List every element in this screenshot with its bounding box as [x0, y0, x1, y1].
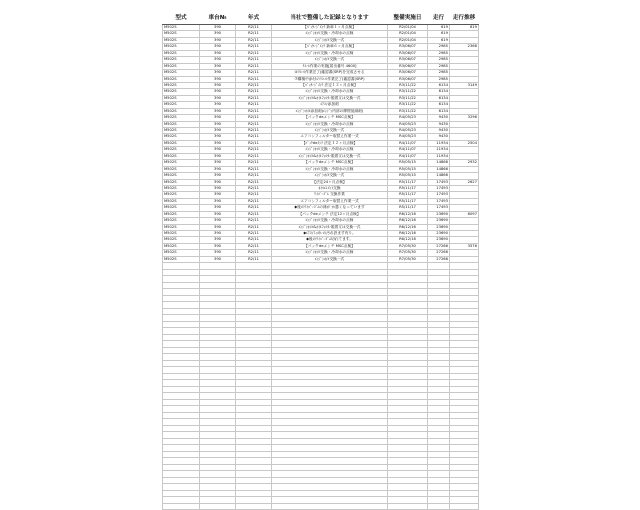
cell-year: R2/11	[236, 153, 272, 159]
cell-mileage: 2985	[428, 70, 450, 76]
cell-work-description: ｴﾝｼﾞﾝｵｲﾙ交換一式	[272, 256, 388, 262]
cell-mileage: 619	[428, 25, 450, 31]
cell-model: M502S	[163, 102, 200, 108]
cell-year: R2/11	[236, 31, 272, 37]
cell-chassis-number: 390	[200, 185, 236, 191]
cell-model: M502S	[163, 218, 200, 224]
header-work-description: 当社で整備した記録となります	[272, 10, 388, 25]
cell-model: M502S	[163, 211, 200, 217]
cell-mileage: 2985	[428, 63, 450, 69]
cell-service-date: R2/01/04	[388, 37, 428, 43]
cell-chassis-number: 390	[200, 243, 236, 249]
cell-work-description: エアコンフィルター取替え作業一式	[272, 134, 388, 140]
cell-mileage-trend: 619	[450, 25, 479, 31]
cell-mileage: 23690	[428, 211, 450, 217]
cell-work-description: ｴﾝｼﾞﾝｵｲﾙ交換・冷却水の点検	[272, 218, 388, 224]
header-model: 型式	[163, 10, 200, 25]
cell-mileage-trend: 2504	[450, 140, 479, 146]
cell-chassis-number: 390	[200, 134, 236, 140]
cell-chassis-number: 390	[200, 205, 236, 211]
cell-year: R2/11	[236, 243, 272, 249]
cell-service-date: R3/06/07	[388, 63, 428, 69]
cell-service-date: R5/11/17	[388, 179, 428, 185]
cell-service-date: R4/11/07	[388, 153, 428, 159]
cell-work-description: ｴﾝｼﾞﾝｵｲﾙ交換一式	[272, 57, 388, 63]
cell-mileage: 9430	[428, 128, 450, 134]
cell-model: M502S	[163, 173, 200, 179]
cell-chassis-number: 390	[200, 166, 236, 172]
cell-year: R2/11	[236, 250, 272, 256]
cell-mileage: 23690	[428, 237, 450, 243]
cell-mileage: 9430	[428, 134, 450, 140]
cell-mileage: 23690	[428, 224, 450, 230]
cell-mileage: 11934	[428, 153, 450, 159]
cell-model: M502S	[163, 57, 200, 63]
cell-model: M502S	[163, 224, 200, 230]
cell-year: R2/11	[236, 173, 272, 179]
cell-chassis-number: 390	[200, 192, 236, 198]
maintenance-table	[162, 10, 479, 510]
cell-service-date: R7/05/30	[388, 250, 428, 256]
cell-year: R2/11	[236, 218, 272, 224]
cell-work-description: ｵｲﾙｴﾚﾒﾝﾄ交換	[272, 185, 388, 191]
cell-model: M502S	[163, 63, 200, 69]
empty-row	[163, 503, 479, 510]
cell-year: R2/11	[236, 198, 272, 204]
cell-chassis-number: 390	[200, 224, 236, 230]
cell-mileage-trend: 3576	[450, 243, 479, 249]
cell-service-date: R4/05/23	[388, 128, 428, 134]
cell-model: M502S	[163, 250, 200, 256]
cell-mileage: 9430	[428, 115, 450, 121]
cell-mileage-trend: 6097	[450, 211, 479, 217]
cell-year: R2/11	[236, 108, 272, 114]
cell-mileage: 619	[428, 37, 450, 43]
cell-work-description: ◆ｴｱｺﾝﾌｨﾙﾀｰの汚れ設ます有り。	[272, 231, 388, 237]
cell-work-description: 【ﾊﾟｯｸdeﾒﾝﾃ 法定１２ヶ月点検】	[272, 140, 388, 146]
cell-service-date: R2/01/04	[388, 25, 428, 31]
cell-chassis-number: 390	[200, 108, 236, 114]
cell-chassis-number: 390	[200, 231, 236, 237]
cell-work-description: ◆後のﾜｲﾊﾟｰｺﾞﾑ切れてます。	[272, 237, 388, 243]
cell-mileage: 14866	[428, 160, 450, 166]
cell-chassis-number: 390	[200, 44, 236, 50]
cell-chassis-number: 390	[200, 76, 236, 82]
cell-work-description: ｴﾝｼﾞﾝｵｲﾙ交換一式	[272, 128, 388, 134]
cell-model: M502S	[163, 147, 200, 153]
cell-model: M502S	[163, 237, 200, 243]
header-mileage-trend: 走行推移	[450, 10, 479, 25]
cell-model: M502S	[163, 82, 200, 88]
cell-year: R2/11	[236, 121, 272, 127]
cell-work-description: 【パックdeメンテ 法定12ヶ月点検】	[272, 211, 388, 217]
cell-work-description: 【パックdeメンテ MSC点検】	[272, 243, 388, 249]
cell-year: R2/11	[236, 185, 272, 191]
empty-cell	[450, 503, 479, 510]
cell-service-date: R3/06/07	[388, 76, 428, 82]
cell-model: M502S	[163, 205, 200, 211]
cell-service-date: R6/12/16	[388, 211, 428, 217]
cell-chassis-number: 390	[200, 256, 236, 262]
header-year: 年式	[236, 10, 272, 25]
cell-model: M502S	[163, 192, 200, 198]
cell-mileage-trend: 2366	[450, 44, 479, 50]
cell-mileage: 11934	[428, 140, 450, 146]
cell-model: M502S	[163, 134, 200, 140]
empty-cell	[200, 503, 236, 510]
cell-year: R2/11	[236, 63, 272, 69]
header-chassis-number: 車台№	[200, 10, 236, 25]
empty-cell	[272, 503, 388, 510]
cell-mileage: 27266	[428, 256, 450, 262]
cell-chassis-number: 390	[200, 173, 236, 179]
cell-year: R2/11	[236, 205, 272, 211]
cell-mileage-trend: 3149	[450, 82, 479, 88]
cell-year: R2/11	[236, 231, 272, 237]
cell-year: R2/11	[236, 57, 272, 63]
cell-work-description: 【パックdeメンテ MSC点検】	[272, 160, 388, 166]
cell-work-description: ﾜｲﾊﾟｰｺﾞﾑ 交換作業	[272, 192, 388, 198]
cell-chassis-number: 390	[200, 25, 236, 31]
cell-chassis-number: 390	[200, 211, 236, 217]
cell-year: R2/11	[236, 160, 272, 166]
cell-mileage-trend: 2627	[450, 179, 479, 185]
cell-year: R2/11	[236, 128, 272, 134]
empty-cell	[388, 503, 428, 510]
cell-chassis-number: 390	[200, 37, 236, 43]
cell-model: M502S	[163, 243, 200, 249]
cell-chassis-number: 390	[200, 31, 236, 37]
cell-chassis-number: 390	[200, 121, 236, 127]
cell-work-description: ｴﾝｼﾞﾝｵｲﾙ交換一式	[272, 173, 388, 179]
maintenance-record-sheet	[162, 10, 478, 510]
cell-work-description: ｴｱｺﾝ添加剤	[272, 102, 388, 108]
cell-model: M502S	[163, 50, 200, 56]
cell-mileage: 17493	[428, 192, 450, 198]
cell-year: R2/11	[236, 224, 272, 230]
cell-work-description: 【ﾊﾟｯｹｰｼﾞﾒﾝﾃ 法定１２ヶ月点検】	[272, 82, 388, 88]
cell-mileage: 17493	[428, 205, 450, 211]
cell-model: M502S	[163, 108, 200, 114]
cell-service-date: R6/12/16	[388, 231, 428, 237]
cell-work-description: ｴﾝｼﾞﾝｵｲﾙ&ｵｲﾙﾌｨﾙﾀｰ脱着又は交換一式	[272, 153, 388, 159]
cell-model: M502S	[163, 198, 200, 204]
cell-model: M502S	[163, 70, 200, 76]
cell-chassis-number: 390	[200, 115, 236, 121]
cell-work-description: ④ﾘｺｰﾙ作業完了(確認書(SRP)を完成させる	[272, 70, 388, 76]
cell-model: M502S	[163, 256, 200, 262]
cell-service-date: R4/11/07	[388, 140, 428, 146]
cell-year: R2/11	[236, 89, 272, 95]
cell-service-date: R4/11/07	[388, 147, 428, 153]
cell-mileage: 17493	[428, 179, 450, 185]
cell-mileage: 17493	[428, 198, 450, 204]
cell-model: M502S	[163, 166, 200, 172]
cell-mileage: 2985	[428, 76, 450, 82]
cell-year: R2/11	[236, 50, 272, 56]
table-body	[163, 25, 479, 510]
cell-work-description: ⑦構築中添付のﾘｺｰﾙ作業完了(確認書(SRP)	[272, 76, 388, 82]
cell-model: M502S	[163, 115, 200, 121]
cell-work-description: ｴﾝｼﾞﾝｵｲﾙ交換・冷却水の点検	[272, 31, 388, 37]
cell-year: R2/11	[236, 25, 272, 31]
cell-model: M502S	[163, 121, 200, 127]
cell-year: R2/11	[236, 134, 272, 140]
cell-year: R2/11	[236, 37, 272, 43]
cell-service-date: R7/05/30	[388, 243, 428, 249]
cell-chassis-number: 390	[200, 50, 236, 56]
cell-work-description: ｴﾝｼﾞﾝｵｲﾙ交換・冷却水の点検	[272, 89, 388, 95]
cell-mileage: 6134	[428, 108, 450, 114]
cell-chassis-number: 390	[200, 237, 236, 243]
cell-mileage: 2985	[428, 57, 450, 63]
cell-service-date: R3/11/22	[388, 89, 428, 95]
cell-chassis-number: 390	[200, 102, 236, 108]
cell-service-date: R3/11/22	[388, 102, 428, 108]
cell-year: R2/11	[236, 140, 272, 146]
cell-chassis-number: 390	[200, 179, 236, 185]
header-mileage: 走行	[428, 10, 450, 25]
cell-service-date: R5/11/17	[388, 198, 428, 204]
cell-mileage: 14866	[428, 166, 450, 172]
header-service-date: 整備実施日	[388, 10, 428, 25]
cell-work-description: ｴﾝｼﾞﾝｵｲﾙ交換一式	[272, 37, 388, 43]
cell-chassis-number: 390	[200, 153, 236, 159]
cell-service-date: R5/05/15	[388, 166, 428, 172]
cell-service-date: R5/05/15	[388, 173, 428, 179]
cell-mileage: 11934	[428, 147, 450, 153]
cell-work-description: 【法定24ヶ月点検】	[272, 179, 388, 185]
cell-year: R2/11	[236, 82, 272, 88]
cell-chassis-number: 390	[200, 140, 236, 146]
cell-service-date: R5/11/17	[388, 205, 428, 211]
cell-work-description: ｴﾝｼﾞﾝｵｲﾙ交換・冷却水の点検	[272, 50, 388, 56]
cell-model: M502S	[163, 231, 200, 237]
cell-mileage: 6134	[428, 82, 450, 88]
cell-work-description: エアコンフィルター取替え作業一式	[272, 198, 388, 204]
cell-service-date: R6/12/16	[388, 224, 428, 230]
cell-mileage: 2985	[428, 44, 450, 50]
cell-mileage: 619	[428, 31, 450, 37]
cell-model: M502S	[163, 44, 200, 50]
cell-service-date: R7/05/30	[388, 256, 428, 262]
cell-model: M502S	[163, 25, 200, 31]
cell-model: M502S	[163, 37, 200, 43]
empty-cell	[163, 503, 200, 510]
cell-model: M502S	[163, 179, 200, 185]
cell-mileage: 6134	[428, 102, 450, 108]
cell-work-description: 【パックdeメンテ MSC点検】	[272, 115, 388, 121]
cell-year: R2/11	[236, 115, 272, 121]
cell-year: R2/11	[236, 147, 272, 153]
cell-service-date: R4/05/23	[388, 115, 428, 121]
cell-service-date: R4/05/23	[388, 121, 428, 127]
cell-work-description: ｴﾝｼﾞﾝｵｲﾙ交換・冷却水の点検	[272, 166, 388, 172]
cell-service-date: R3/11/22	[388, 82, 428, 88]
header-row	[163, 10, 479, 25]
cell-mileage: 6134	[428, 89, 450, 95]
cell-work-description: ﾘｺｰﾙ作業の実施[届出番号 4600]	[272, 63, 388, 69]
cell-chassis-number: 390	[200, 128, 236, 134]
cell-year: R2/11	[236, 237, 272, 243]
cell-chassis-number: 390	[200, 198, 236, 204]
cell-service-date: R3/06/07	[388, 50, 428, 56]
empty-cell	[428, 503, 450, 510]
cell-service-date: R3/06/07	[388, 57, 428, 63]
cell-model: M502S	[163, 185, 200, 191]
cell-service-date: R3/06/07	[388, 70, 428, 76]
cell-service-date: R4/05/23	[388, 134, 428, 140]
cell-model: M502S	[163, 31, 200, 37]
cell-model: M502S	[163, 140, 200, 146]
cell-year: R2/11	[236, 256, 272, 262]
cell-year: R2/11	[236, 102, 272, 108]
cell-chassis-number: 390	[200, 70, 236, 76]
cell-chassis-number: 390	[200, 95, 236, 101]
cell-mileage: 23690	[428, 231, 450, 237]
cell-year: R2/11	[236, 95, 272, 101]
cell-work-description: ｴﾝｼﾞﾝｵｲﾙ&ｵｲﾙﾌｨﾙﾀｰ脱着又は交換一式	[272, 95, 388, 101]
cell-year: R2/11	[236, 76, 272, 82]
cell-mileage: 27266	[428, 250, 450, 256]
cell-model: M502S	[163, 153, 200, 159]
cell-chassis-number: 390	[200, 63, 236, 69]
cell-service-date: R5/11/17	[388, 192, 428, 198]
cell-work-description: ◆後のﾜｲﾊﾟｰｺﾞﾑの縁が か悪くなっています	[272, 205, 388, 211]
cell-model: M502S	[163, 128, 200, 134]
cell-mileage: 2985	[428, 50, 450, 56]
cell-model: M502S	[163, 89, 200, 95]
cell-work-description: 【ﾊﾟｯｹｰｼﾞﾒﾝﾃ 新車１ヶ月点検】	[272, 25, 388, 31]
cell-chassis-number: 390	[200, 82, 236, 88]
cell-chassis-number: 390	[200, 89, 236, 95]
cell-model: M502S	[163, 95, 200, 101]
cell-mileage-trend: 2932	[450, 160, 479, 166]
cell-service-date: R5/05/15	[388, 160, 428, 166]
cell-work-description: ｴﾝｼﾞﾝｵｲﾙ交換・冷却水の点検	[272, 121, 388, 127]
cell-work-description: 【ﾊﾟｯｹｰｼﾞﾒﾝﾃ 新車６ヶ月点検】	[272, 44, 388, 50]
cell-year: R2/11	[236, 70, 272, 76]
cell-mileage: 9430	[428, 121, 450, 127]
empty-cell	[236, 503, 272, 510]
cell-model: M502S	[163, 160, 200, 166]
cell-chassis-number: 390	[200, 147, 236, 153]
cell-year: R2/11	[236, 179, 272, 185]
cell-service-date: R5/11/17	[388, 185, 428, 191]
cell-year: R2/11	[236, 166, 272, 172]
cell-service-date: R3/11/22	[388, 95, 428, 101]
cell-mileage-trend: 3296	[450, 115, 479, 121]
cell-service-date: R3/11/22	[388, 108, 428, 114]
cell-service-date: R3/06/07	[388, 44, 428, 50]
cell-service-date: R6/12/16	[388, 218, 428, 224]
cell-chassis-number: 390	[200, 160, 236, 166]
cell-chassis-number: 390	[200, 57, 236, 63]
cell-service-date: R2/01/04	[388, 31, 428, 37]
cell-work-description: ｴﾝｼﾞﾝｵｲﾙ添加剤(ｴﾝｼﾞﾝ内部の摩擦低減剤)	[272, 108, 388, 114]
cell-year: R2/11	[236, 192, 272, 198]
cell-year: R2/11	[236, 44, 272, 50]
cell-chassis-number: 390	[200, 218, 236, 224]
cell-mileage: 27266	[428, 243, 450, 249]
cell-work-description: ｴﾝｼﾞﾝｵｲﾙ&ｵｲﾙﾌｨﾙﾀｰ脱着又は交換一式	[272, 224, 388, 230]
cell-model: M502S	[163, 76, 200, 82]
cell-service-date: R6/12/16	[388, 237, 428, 243]
cell-work-description: ｴﾝｼﾞﾝｵｲﾙ交換・冷却水の点検	[272, 147, 388, 153]
cell-mileage: 23690	[428, 218, 450, 224]
cell-mileage: 6134	[428, 95, 450, 101]
cell-mileage: 17493	[428, 185, 450, 191]
cell-work-description: ｴﾝｼﾞﾝｵｲﾙ交換・冷却水の点検	[272, 250, 388, 256]
cell-year: R2/11	[236, 211, 272, 217]
cell-mileage: 14866	[428, 173, 450, 179]
cell-chassis-number: 390	[200, 250, 236, 256]
